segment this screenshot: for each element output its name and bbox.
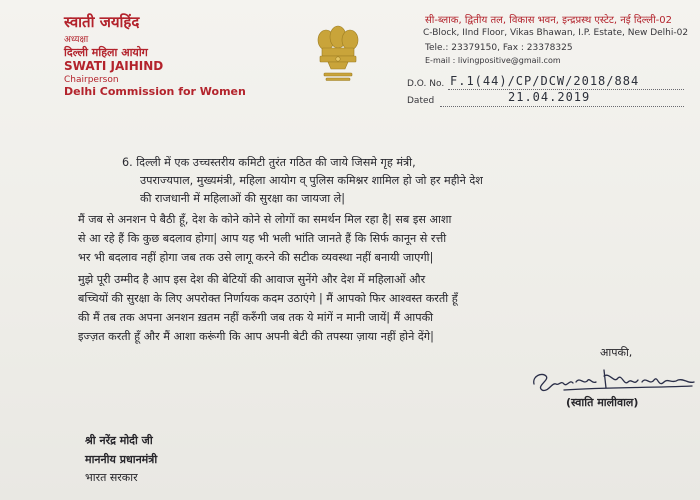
national-emblem-icon	[314, 24, 362, 84]
name-english: SWATI JAIHIND	[64, 59, 164, 73]
email: E-mail : livingpositive@gmail.com	[425, 56, 561, 65]
organisation-hindi: दिल्ली महिला आयोग	[64, 46, 148, 59]
name-hindi: स्वाती जयहिंद	[64, 13, 140, 31]
para2-line-4: इज्ज़त करती हूँ और मैं आशा करूंगी कि आप अपनी बेटी की तपस्या ज़ाया नहीं होने देंगे|	[78, 330, 434, 343]
designation-english: Chairperson	[64, 75, 119, 85]
address-hindi: सी-ब्लाक, द्वितीय तल, विकास भवन, इन्द्रप्रस्थ एस्टेट, नई दिल्ली-02	[425, 15, 673, 26]
do-number-value: F.1(44)/CP/DCW/2018/884	[450, 74, 640, 88]
addressee-title: माननीय प्रधानमंत्री	[85, 453, 158, 466]
date-dotted-line	[440, 106, 684, 107]
para2-line-3: की मैं तब तक अपना अनशन ख़तम नहीं करुँगी जब तक ये मांगें न मानी जायें| मैं आपकी	[78, 311, 434, 324]
date-value: 21.04.2019	[508, 90, 591, 104]
para2-line-1: मुझे पूरी उम्मीद है आप इस देश की बेटियों की आवाज सुनेंगे और देश में महिलाओं और	[78, 273, 426, 286]
signer-name: (स्वाति मालीवाल)	[566, 396, 639, 409]
do-number-label: D.O. No.	[407, 79, 445, 89]
closing-text: आपकी,	[600, 346, 633, 359]
point6-line-2: उपराज्यपाल, मुख्यमंत्री, महिला आयोग व् पुलिस कमिश्नर शामिल हो जो हर महीने देश	[140, 174, 483, 187]
organisation-english: Delhi Commission for Women	[64, 85, 246, 98]
addressee-government: भारत सरकार	[85, 471, 138, 484]
para1-line-2: से आ रहे हैं कि कुछ बदलाव होगा| आप यह भी भली भांति जानते हैं कि सिर्फ कानून से रत्ती	[78, 232, 447, 245]
para1-line-3: भर भी बदलाव नहीं होगा जब तक उसे लागू करने की सटीक व्यवस्था नहीं बनायी जाएगी|	[78, 251, 434, 264]
point6-line-3: की राजधानी में महिलाओं की सुरक्षा का जायजा ले|	[140, 192, 346, 205]
designation-hindi: अध्यक्षा	[64, 35, 89, 45]
addressee-name: श्री नरेंद्र मोदी जी	[85, 434, 153, 447]
para2-line-2: बच्चियों की सुरक्षा के लिए अपरोक्त निर्णायक कदम उठाएंगे | मैं आपको फिर आश्वस्त करती हूँ	[78, 292, 458, 305]
address-english: C-Block, IInd Floor, Vikas Bhawan, I.P. Estate, New Delhi-02	[423, 28, 689, 38]
signature	[528, 362, 698, 394]
date-label: Dated	[407, 96, 435, 106]
phone-fax: Tele.: 23379150, Fax : 23378325	[425, 43, 573, 53]
point6-line-1: 6. दिल्ली में एक उच्चस्तरीय कमिटी तुरंत गठित की जाये जिसमे गृह मंत्री,	[122, 156, 416, 169]
para1-line-1: मैं जब से अनशन पे बैठी हूँ, देश के कोने कोने से लोगों का समर्थन मिल रहा है| सब इस आशा	[78, 213, 452, 226]
